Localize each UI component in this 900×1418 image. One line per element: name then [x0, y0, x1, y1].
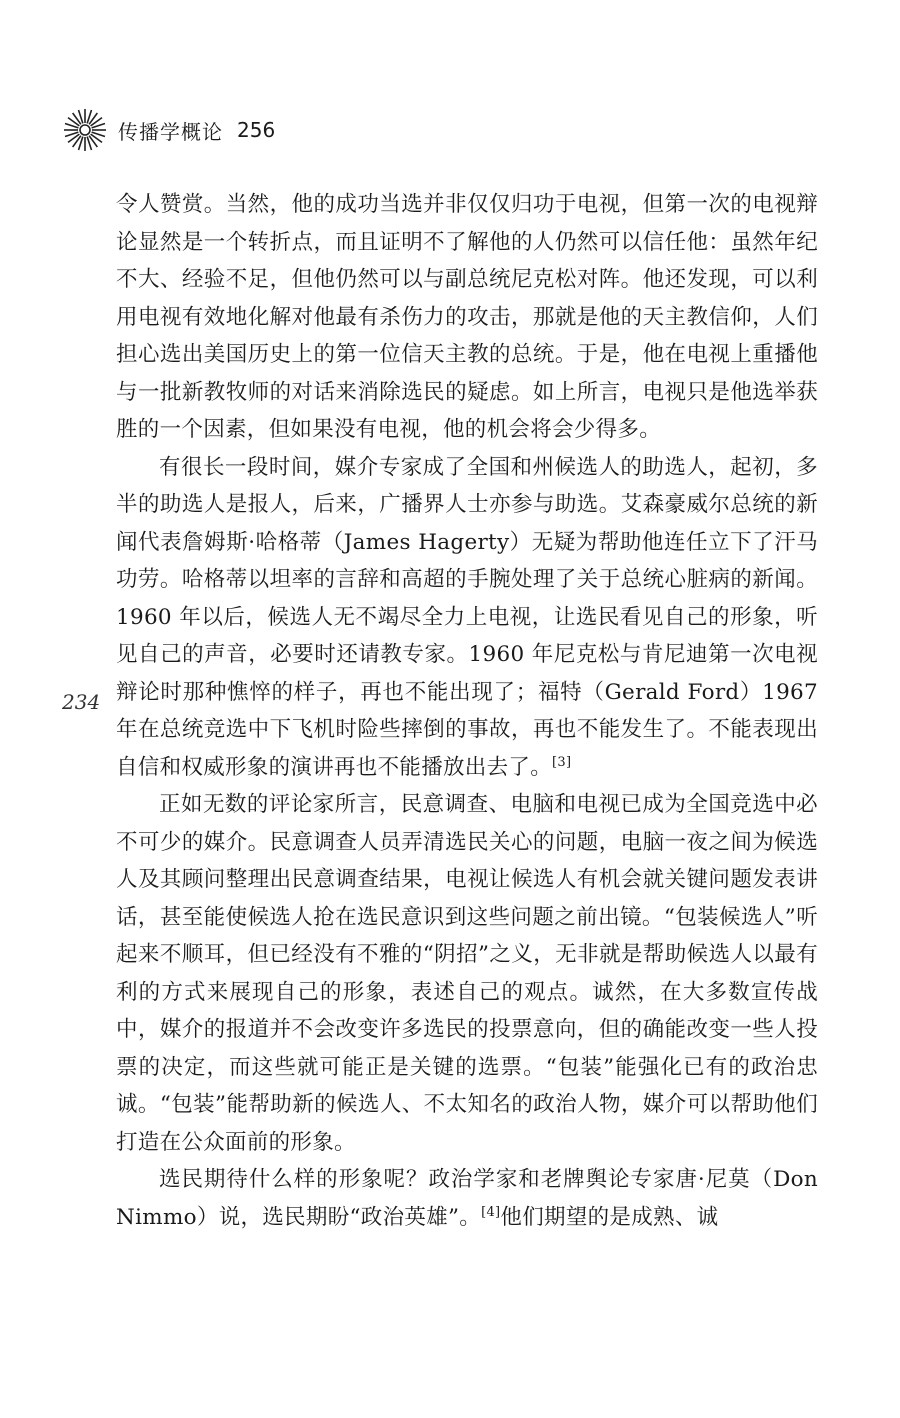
page-number: 256	[237, 118, 276, 142]
paragraph-text: 令人赞赏。当然，他的成功当选并非仅仅归功于电视，但第一次的电视辩论显然是一个转折点，而且证明不了解他的人仍然可以信任他：虽然年纪不大、经验不足，但他仍然可以与副总统尼克松对阵。他还发现，可以利用电视有效地化解对他最有杀伤力的攻击，那就是他的天主教信仰，人们担心选出美国历史上的第一位信天主教的总统。于是，他在电视上重播他与一批新教牧师的对话来消除选民的疑虑。如上所言，电视只是他选举获胜的一个因素，但如果没有电视，他的机会将会少得多。	[116, 192, 818, 442]
footnote-ref: [3]	[552, 754, 572, 770]
paragraph-text: 有很长一段时间，媒介专家成了全国和州候选人的助选人，起初，多半的助选人是报人，后来，广播界人士亦参与助选。艾森豪威尔总统的新闻代表詹姆斯·哈格蒂（James Hagerty）无疑为帮助他连任立下了汗马功劳。哈格蒂以坦率的言辞和高超的手腕处理了关于总统心脏病的新闻。1960 年以后，候选人无不竭尽全力上电视，让选民看见自己的形象，听见自己的声音，必要时还请教专家。1960 年尼克松与肯尼迪第一次电视辩论时那种憔悴的样子，再也不能出现了；福特（Gerald Ford）1967 年在总统竞选中下飞机时险些摔倒的事故，再也不能发生了。不能表现出自信和权威形象的演讲再也不能播放出去了。	[116, 454, 818, 780]
paragraph-text: 正如无数的评论家所言，民意调查、电脑和电视已成为全国竞选中必不可少的媒介。民意调查人员弄清选民关心的问题，电脑一夜之间为候选人及其顾问整理出民意调查结果，电视让候选人有机会就关键问题发表讲话，甚至能使候选人抢在选民意识到这些问题之前出镜。“包装候选人”听起来不顺耳，但已经没有不雅的“阴招”之义，无非就是帮助候选人以最有利的方式来展现自己的形象，表述自己的观点。诚然，在大多数宣传战中，媒介的报道并不会改变许多选民的投票意向，但的确能改变一些人投票的决定，而这些就可能正是关键的选票。“包装”能强化已有的政治忠诚。“包装”能帮助新的候选人、不太知名的政治人物，媒介可以帮助他们打造在公众面前的形象。	[116, 792, 818, 1155]
book-title: 传播学概论	[118, 119, 223, 144]
paragraph	[116, 1161, 818, 1236]
running-header	[62, 104, 275, 156]
paragraph	[116, 786, 818, 1161]
body-text	[116, 186, 818, 1236]
margin-page-number: 234	[62, 690, 101, 714]
paragraph-text: 他们期望的是成熟、诚	[500, 1204, 719, 1230]
paragraph-text: 选民期待什么样的形象呢？政治学家和老牌舆论专家唐·尼莫（Don Nimmo）说，选民期盼“政治英雄”。	[116, 1167, 818, 1230]
paragraph	[116, 186, 818, 449]
sunburst-logo-icon	[62, 107, 108, 153]
paragraph	[116, 449, 818, 787]
footnote-ref: [4]	[481, 1204, 501, 1220]
